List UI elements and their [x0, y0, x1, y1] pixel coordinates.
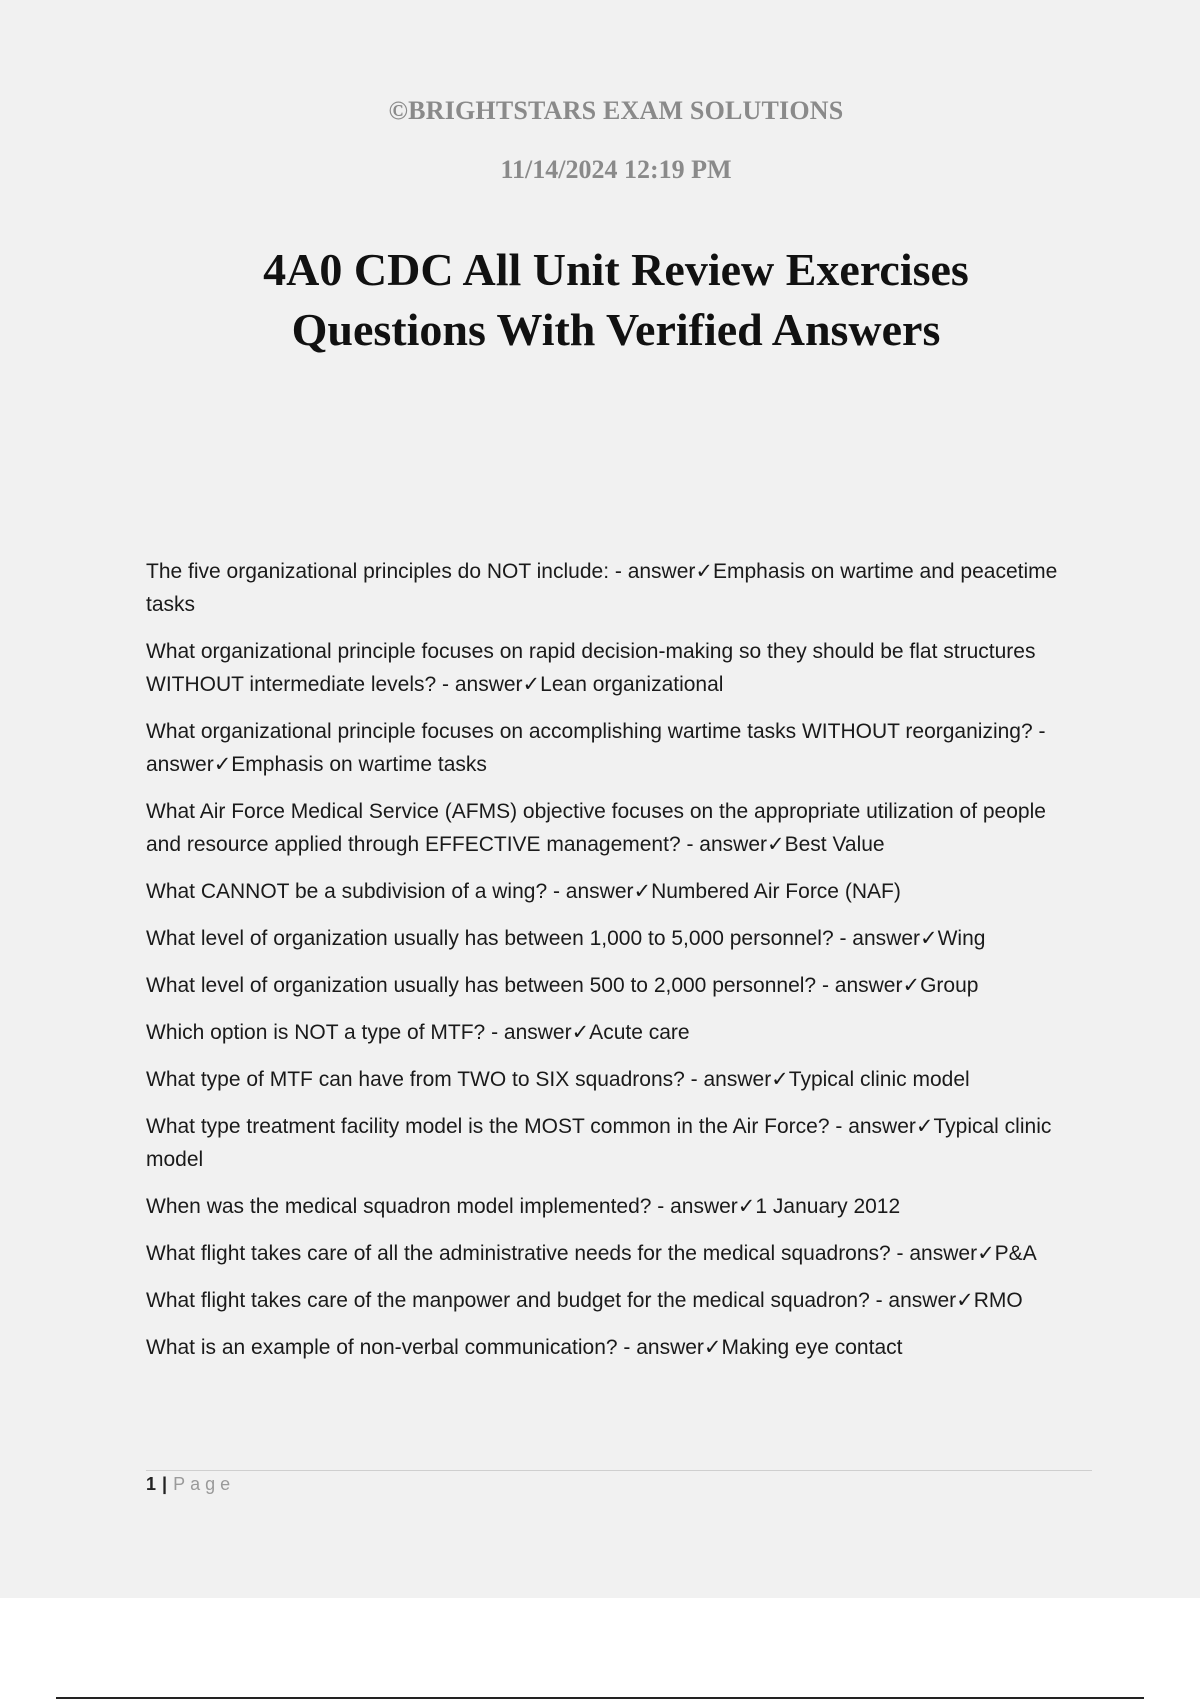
qa-item: What type treatment facility model is the MOST common in the Air Force? - answer✓Typical clinic model: [146, 1115, 1052, 1171]
qa-item: What CANNOT be a subdivision of a wing? - answer✓Numbered Air Force (NAF): [146, 880, 901, 903]
page-footer: [146, 1474, 235, 1495]
footer-separator: |: [162, 1474, 168, 1494]
qa-item: What type of MTF can have from TWO to SIX squadrons? - answer✓Typical clinic model: [146, 1068, 970, 1091]
qa-item: What organizational principle focuses on rapid decision-making so they should be flat structures WITHOUT intermediate levels? - answer✓Lean organizational: [146, 640, 1036, 696]
qa-item: Which option is NOT a type of MTF? - answer✓Acute care: [146, 1021, 690, 1044]
title-line-1: 4A0 CDC All Unit Review Exercises: [263, 244, 969, 295]
footer-divider: [146, 1470, 1092, 1471]
qa-list: [146, 555, 1081, 1378]
qa-item: When was the medical squadron model implemented? - answer✓1 January 2012: [146, 1195, 901, 1218]
qa-item: What Air Force Medical Service (AFMS) objective focuses on the appropriate utilization of people and resource applied through EFFECTIVE management? - answer✓Best Value: [146, 800, 1046, 856]
header-datetime: 11/14/2024 12:19 PM: [500, 155, 732, 184]
qa-item: What level of organization usually has between 500 to 2,000 personnel? - answer✓Group: [146, 974, 979, 997]
page-label: Page: [173, 1474, 236, 1494]
qa-item: What is an example of non-verbal communication? - answer✓Making eye contact: [146, 1336, 903, 1359]
title-line-2: Questions With Verified Answers: [291, 304, 941, 355]
qa-item: What organizational principle focuses on accomplishing wartime tasks WITHOUT reorganizing? - answer✓Emphasis on wartime tasks: [146, 720, 1046, 776]
next-page-top-rule: [56, 1697, 1144, 1699]
qa-item: The five organizational principles do NOT include: - answer✓Emphasis on wartime and peacetime tasks: [146, 560, 1058, 616]
qa-item: What flight takes care of the manpower and budget for the medical squadron? - answer✓RMO: [146, 1289, 1023, 1312]
page-number: 1: [146, 1474, 157, 1494]
qa-item: What level of organization usually has between 1,000 to 5,000 personnel? - answer✓Wing: [146, 927, 986, 950]
header-organization: ©BRIGHTSTARS EXAM SOLUTIONS: [388, 96, 844, 125]
qa-item: What flight takes care of all the administrative needs for the medical squadrons? - answer✓P&A: [146, 1242, 1037, 1265]
document-title: [0, 240, 1200, 360]
